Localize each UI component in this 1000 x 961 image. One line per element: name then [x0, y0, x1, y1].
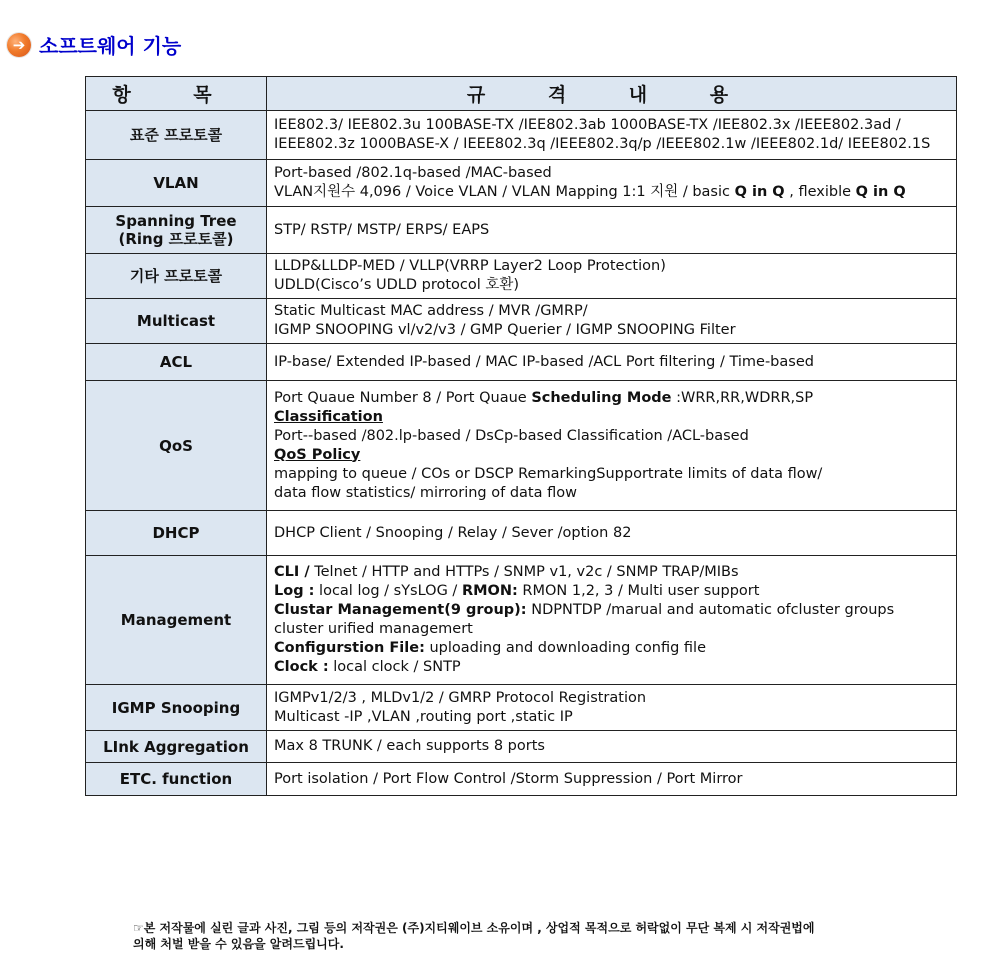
spec-item-label [86, 685, 267, 731]
spec-item-label [86, 556, 267, 685]
spec-bold-label: Log : [274, 583, 315, 599]
spec-text: VLAN지원수 4,096 / Voice VLAN / VLAN Mapping 1:1 지원 / basic [274, 184, 735, 200]
spec-text: IEE802.3/ IEE802.3u 100BASE-TX /IEE802.3ab 1000BASE-TX /IEE802.3x /IEEE802.3ad / [274, 117, 901, 133]
spec-line [274, 427, 949, 446]
spec-text: uploading and downloading config file [424, 640, 706, 656]
spec-content [267, 685, 957, 731]
table-row [86, 111, 957, 160]
spec-bold-text: Scheduling Mode [531, 389, 672, 406]
table-header-row [86, 77, 957, 111]
spec-content [267, 511, 957, 556]
spec-line [274, 221, 949, 240]
spec-text: Port-based /802.1q-based /MAC-based [274, 165, 552, 181]
spec-text: LLDP&LLDP-MED / VLLP(VRRP Layer2 Loop Protection) [274, 258, 666, 274]
spec-content [267, 381, 957, 511]
arrow-circle-icon: ➔ [7, 33, 31, 57]
spec-bold-text: RMON: [461, 583, 518, 599]
spec-text: Port--based /802.lp-based / DsCp-based Classification /ACL-based [274, 427, 749, 444]
spec-bold-label: Configurstion File: [274, 640, 425, 656]
spec-text: local clock / SNTP [328, 659, 461, 675]
spec-content [267, 160, 957, 207]
spec-item-label-line: Spanning Tree [115, 212, 237, 230]
spec-table-body [86, 111, 957, 796]
table-row [86, 731, 957, 763]
spec-line [274, 408, 949, 427]
spec-text: Max 8 TRUNK / each supports 8 ports [274, 738, 545, 754]
spec-subheading: Classification [274, 408, 383, 425]
spec-bold-label: Clustar Management(9 group): [274, 602, 527, 618]
spec-text: RMON 1,2, 3 / Multi user support [517, 583, 760, 599]
spec-line [274, 658, 949, 677]
copyright-line-2: 의해 처벌 받을 수 있음을 알려드립니다. [133, 937, 344, 951]
spec-line [274, 183, 949, 202]
spec-content [267, 731, 957, 763]
spec-item-label-line: DHCP [152, 524, 200, 542]
table-row [86, 160, 957, 207]
spec-line [274, 321, 949, 340]
table-row [86, 685, 957, 731]
copyright-line-1: ☞본 저작물에 실린 글과 사진, 그림 등의 저작권은 (주)지티웨이브 소유이며 , 상업적 목적으로 허락없이 무단 복제 시 저작권법에 [133, 921, 815, 935]
section-title [7, 30, 181, 59]
spec-text: UDLD(Cisco’s UDLD protocol 호환) [274, 277, 520, 293]
table-row [86, 254, 957, 299]
spec-item-label [86, 111, 267, 160]
spec-item-label-line: IGMP Snooping [111, 698, 241, 717]
spec-text: local log / sYsLOG / [314, 583, 462, 599]
spec-item-label-line: VLAN [153, 174, 199, 192]
spec-line [274, 276, 949, 295]
spec-text: STP/ RSTP/ MSTP/ ERPS/ EAPS [274, 221, 490, 238]
spec-bold-label: Clock : [274, 659, 329, 675]
spec-text: IP-base/ Extended IP-based / MAC IP-based /ACL Port filtering / Time-based [274, 353, 814, 370]
spec-text: mapping to queue / COs or DSCP RemarkingSupportrate limits of data flow/ [274, 465, 823, 482]
spec-text: DHCP Client / Snooping / Relay / Sever /option 82 [274, 524, 632, 541]
copyright-notice [133, 920, 814, 952]
spec-line [274, 446, 949, 465]
spec-table [85, 76, 957, 796]
spec-text: data flow statistics/ mirroring of data flow [274, 484, 577, 501]
spec-line [274, 601, 949, 620]
spec-item-label [86, 381, 267, 511]
spec-bold-text: Q in Q [855, 184, 906, 200]
spec-content [267, 299, 957, 344]
table-row [86, 556, 957, 685]
spec-line [274, 639, 949, 658]
spec-line [274, 484, 949, 503]
spec-line [274, 389, 949, 408]
table-row [86, 763, 957, 796]
table-row [86, 511, 957, 556]
spec-line [274, 737, 949, 756]
spec-line [274, 563, 949, 582]
spec-text: , flexible [784, 184, 856, 200]
spec-item-label [86, 160, 267, 207]
spec-item-label [86, 731, 267, 763]
spec-text: Telnet / HTTP and HTTPs / SNMP v1, v2c / SNMP TRAP/MIBs [309, 564, 739, 580]
spec-line [274, 465, 949, 484]
spec-item-label-line: Multicast [136, 312, 216, 330]
spec-text: :WRR,RR,WDRR,SP [671, 389, 814, 406]
spec-item-label-line: Management [120, 611, 232, 629]
spec-content [267, 344, 957, 381]
page-title: 소프트웨어 기능 [39, 34, 182, 58]
spec-item-label [86, 207, 267, 254]
spec-item-label-line: 기타 프로토콜 [129, 267, 223, 285]
spec-line [274, 708, 949, 727]
spec-text: Port isolation / Port Flow Control /Storm Suppression / Port Mirror [274, 770, 743, 787]
spec-line [274, 116, 949, 135]
header-spec: 규 격 내 용 [267, 77, 957, 111]
table-row [86, 299, 957, 344]
spec-line [274, 582, 949, 601]
spec-line [274, 770, 949, 789]
spec-text: Port Quaue Number 8 / Port Quaue [274, 389, 532, 406]
spec-content [267, 111, 957, 160]
spec-content [267, 763, 957, 796]
spec-item-label-line: QoS [159, 436, 193, 455]
table-row [86, 381, 957, 511]
spec-text: Multicast -IP ,VLAN ,routing port ,static IP [274, 708, 573, 725]
spec-content [267, 556, 957, 685]
spec-text: IGMPv1/2/3 , MLDv1/2 / GMRP Protocol Registration [274, 689, 647, 706]
spec-item-label [86, 254, 267, 299]
spec-line [274, 257, 949, 276]
spec-text: cluster urified managemert [274, 621, 473, 637]
spec-text: Static Multicast MAC address / MVR /GMRP/ [274, 303, 588, 319]
spec-content [267, 254, 957, 299]
spec-subheading: QoS Policy [274, 446, 361, 463]
spec-line [274, 524, 949, 543]
spec-bold-label: CLI / [274, 564, 310, 580]
spec-item-label-line: 표준 프로토콜 [129, 126, 223, 144]
spec-item-label-line: (Ring 프로토콜) [118, 230, 234, 248]
spec-line [274, 135, 949, 154]
spec-item-label-line: LInk Aggregation [103, 737, 249, 756]
spec-line [274, 353, 949, 372]
spec-line [274, 302, 949, 321]
spec-line [274, 689, 949, 708]
spec-text: IEEE802.3z 1000BASE-X / IEEE802.3q /IEEE802.3q/p /IEEE802.1w /IEEE802.1d/ IEEE802.1S [274, 136, 931, 152]
spec-item-label [86, 344, 267, 381]
table-row [86, 207, 957, 254]
spec-item-label [86, 511, 267, 556]
spec-item-label [86, 299, 267, 344]
spec-line [274, 164, 949, 183]
spec-item-label-line: ETC. function [119, 770, 233, 788]
spec-content [267, 207, 957, 254]
header-item: 항 목 [86, 77, 267, 111]
spec-line [274, 620, 949, 639]
spec-text: IGMP SNOOPING vl/v2/v3 / GMP Querier / IGMP SNOOPING Filter [274, 322, 736, 338]
spec-item-label-line: ACL [159, 353, 193, 371]
spec-text: NDPNTDP /marual and automatic ofcluster groups [526, 602, 895, 618]
spec-item-label [86, 763, 267, 796]
spec-bold-text: Q in Q [734, 184, 785, 200]
table-row [86, 344, 957, 381]
